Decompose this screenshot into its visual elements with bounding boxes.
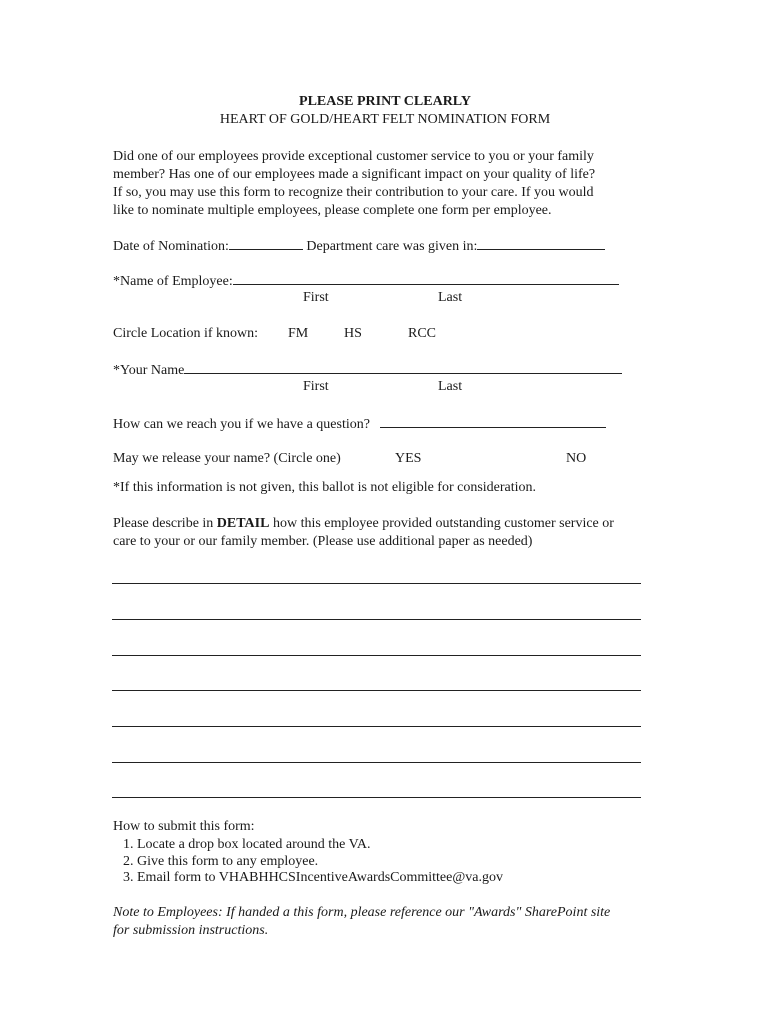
employee-name-row (113, 272, 619, 290)
your-name-row (113, 361, 622, 379)
release-yes-option[interactable]: YES (395, 451, 422, 466)
description-line-2: care to your or our family member. (Please use additional paper as needed) (113, 534, 533, 549)
employee-last-caption: Last (438, 290, 463, 305)
your-name-label: *Your Name (113, 363, 185, 378)
submission-heading: How to submit this form: (113, 819, 255, 834)
your-first-caption: First (303, 379, 329, 394)
writing-line[interactable] (112, 762, 641, 763)
your-name-field[interactable] (184, 361, 622, 374)
location-option-rcc[interactable]: RCC (408, 326, 437, 341)
department-field[interactable] (477, 237, 605, 250)
release-no-option[interactable]: NO (566, 451, 587, 466)
date-department-row (113, 237, 605, 255)
department-label: Department care was given in: (306, 239, 478, 254)
submission-steps (123, 837, 503, 887)
form-title: HEART OF GOLD/HEART FELT NOMINATION FORM (219, 112, 551, 127)
location-label: Circle Location if known: (113, 326, 259, 341)
contact-field[interactable] (380, 415, 606, 428)
intro-line: like to nominate multiple employees, please complete one form per employee. (113, 203, 552, 218)
description-prompt (113, 515, 658, 551)
intro-line: member? Has one of our employees made a significant impact on your quality of life? (113, 167, 596, 182)
intro-line: If so, you may use this form to recognize their contribution to your care. If you would (113, 185, 594, 200)
print-clearly-heading: PLEASE PRINT CLEARLY (299, 94, 471, 109)
description-line-1 (113, 515, 658, 533)
description-suffix: how this employee provided outstanding customer service or (269, 516, 614, 531)
writing-line[interactable] (112, 619, 641, 620)
writing-line[interactable] (112, 726, 641, 727)
employee-note-line: Note to Employees: If handed a this form, please reference our "Awards" SharePoint site (113, 905, 611, 920)
employee-note-line: for submission instructions. (113, 923, 269, 938)
employee-first-caption: First (303, 290, 329, 305)
contact-row (113, 415, 606, 433)
eligibility-note: *If this information is not given, this ballot is not eligible for consideration. (113, 480, 537, 495)
submission-step: 3. Email form to VHABHHCSIncentiveAwardsCommittee@va.gov (123, 870, 503, 885)
description-emphasis: DETAIL (216, 516, 270, 531)
employee-name-label: *Name of Employee: (113, 274, 233, 289)
writing-line[interactable] (112, 797, 641, 798)
writing-line[interactable] (112, 583, 641, 584)
your-last-caption: Last (438, 379, 463, 394)
location-option-fm[interactable]: FM (288, 326, 309, 341)
employee-note (113, 904, 658, 940)
location-option-hs[interactable]: HS (344, 326, 362, 341)
description-prefix: Please describe in (113, 516, 217, 531)
release-label: May we release your name? (Circle one) (113, 451, 341, 466)
writing-line[interactable] (112, 690, 641, 691)
intro-paragraph (113, 148, 658, 220)
submission-step: 1. Locate a drop box located around the VA. (123, 837, 371, 852)
contact-label: How can we reach you if we have a question? (113, 417, 370, 432)
writing-line[interactable] (112, 655, 641, 656)
employee-name-field[interactable] (233, 272, 619, 285)
date-label: Date of Nomination: (113, 239, 229, 254)
intro-line: Did one of our employees provide exceptional customer service to you or your family (113, 149, 594, 164)
submission-step: 2. Give this form to any employee. (123, 853, 319, 869)
date-field[interactable] (229, 237, 303, 250)
